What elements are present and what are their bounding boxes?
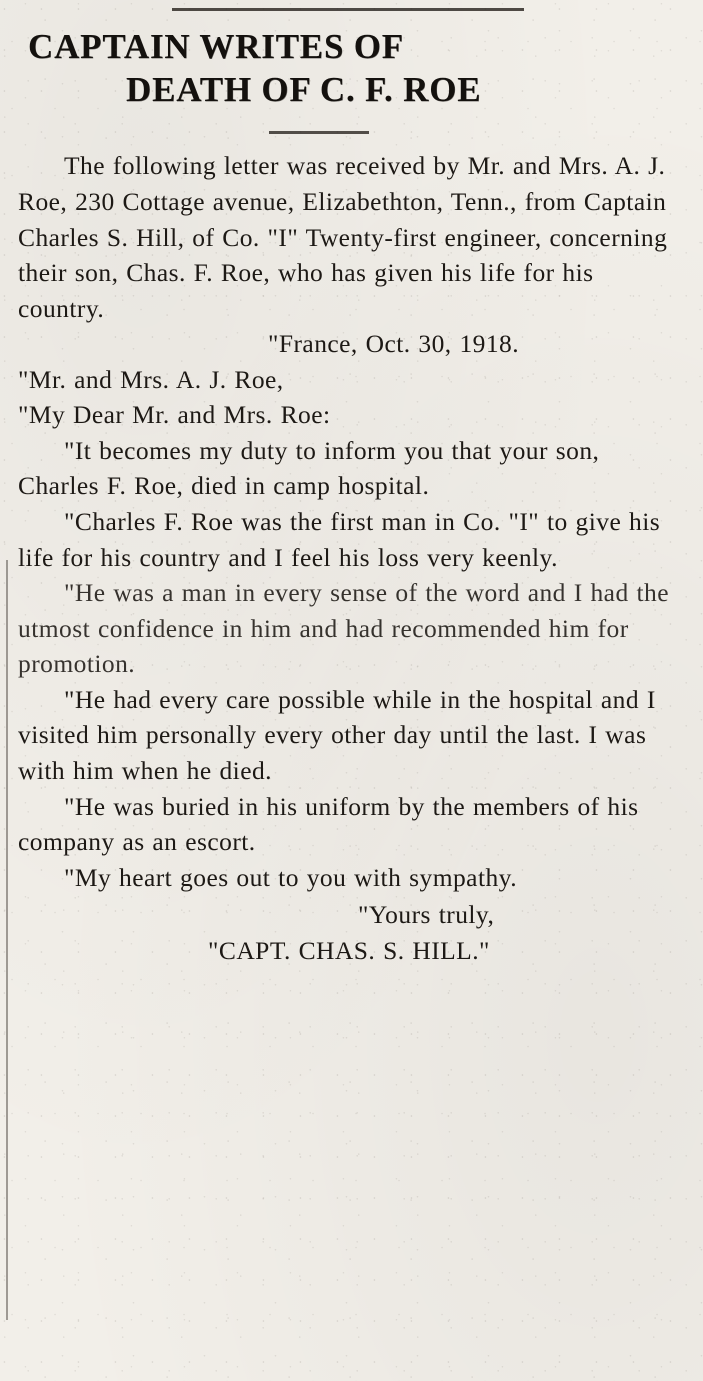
letter-paragraph-5: "He was buried in his uniform by the members of his company as an escort. bbox=[18, 791, 639, 857]
letter-paragraph-4: "He had every care possible while in the hospital and I visited him personally every other day until the last. I was with him when he died. bbox=[18, 684, 656, 785]
letter-closing: "Yours truly, bbox=[358, 900, 495, 930]
headline-line-1: CAPTAIN WRITES OF bbox=[28, 27, 404, 66]
letter-paragraph-3: "He was a man in every sense of the word and I had the utmost confidence in him and had recommended him for promotion. bbox=[18, 578, 669, 679]
letter-salutation: "My Dear Mr. and Mrs. Roe: bbox=[18, 400, 331, 430]
letter-paragraph-2: "Charles F. Roe was the first man in Co. "I" to give his life for his country and I feel his loss very keenly. bbox=[18, 507, 661, 572]
column-left-rule bbox=[6, 560, 8, 1320]
headline-divider-rule bbox=[269, 131, 369, 134]
letter-dateline: "France, Oct. 30, 1918. bbox=[268, 329, 520, 359]
letter-signature: "CAPT. CHAS. S. HILL." bbox=[208, 935, 490, 965]
top-divider-rule bbox=[172, 8, 524, 11]
letter-address: "Mr. and Mrs. A. J. Roe, bbox=[18, 364, 284, 394]
headline-block bbox=[14, 0, 689, 111]
letter-paragraph-1: "It becomes my duty to inform you that your son, Charles F. Roe, died in camp hospital. bbox=[18, 435, 600, 501]
letter-paragraph-6: "My heart goes out to you with sympathy. bbox=[64, 862, 518, 892]
article-body bbox=[14, 142, 689, 968]
lede-paragraph: The following letter was received by Mr. and Mrs. A. J. Roe, 230 Cottage avenue, Elizabethton, Tenn., from Captain Charles S. Hill, of Co. "I" Twenty-first engineer, concerning their son, Chas. F. Roe, who has given his life for his country. bbox=[18, 151, 668, 323]
headline-line-2: DEATH OF C. F. ROE bbox=[126, 69, 482, 109]
